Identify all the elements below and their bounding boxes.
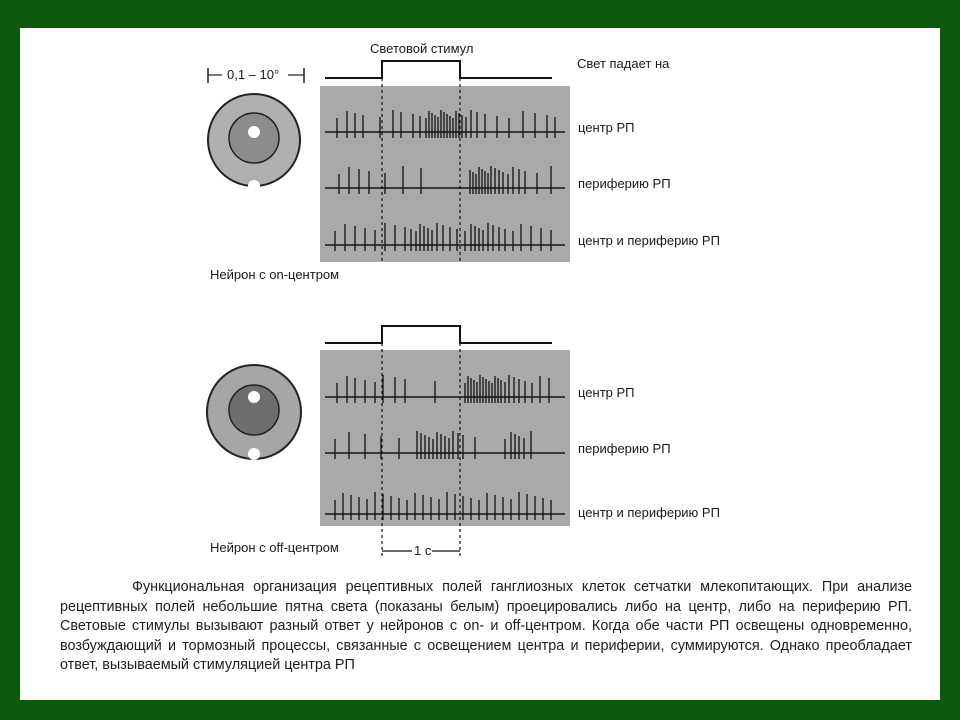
time-scale-label: 1 с [414,543,432,558]
off-row-label-both: центр и периферию РП [578,505,720,520]
caption-text: Функциональная организация рецептивных полей ганглиозных клеток сетчатки млекопитающих. При анализе рецептивных полей небольшие пятна света (показаны белым) проецировались либо на центр, либо на периферию РП. Световые стимулы вызывают разный ответ у нейронов с on- и off-центром. Когда обе части РП освещены одновременно, возбуждающий и тормозный процессы, связанные с освещением центра и периферии, суммируются. Однако преобладает ответ, вызываемый стимуляцией центра РП [60,579,912,673]
on-row-label-center: центр РП [578,120,635,135]
off-row-label-periphery: периферию РП [578,441,671,456]
stimulus-label: Световой стимул [370,41,474,56]
receptive-field-figure [20,28,940,573]
time-scale [382,543,460,558]
on-row-label-both: центр и периферию РП [578,233,720,248]
on-stimulus-trace [325,61,552,78]
on-trace-panel [320,86,570,262]
off-center-receptive-field [207,365,301,460]
off-neuron-label: Нейрон с off-центром [210,540,339,555]
off-row-label-center: центр РП [578,385,635,400]
angle-label: 0,1 – 10° [227,67,280,82]
on-row-label-periphery: периферию РП [578,176,671,191]
on-neuron-label: Нейрон с on-центром [210,267,340,282]
off-stimulus-trace [325,326,552,343]
on-center-receptive-field [208,94,300,192]
angle-size-marker [208,67,304,83]
header-label: Свет падает на [577,56,670,71]
figure-caption [60,578,912,676]
slide [20,28,940,700]
